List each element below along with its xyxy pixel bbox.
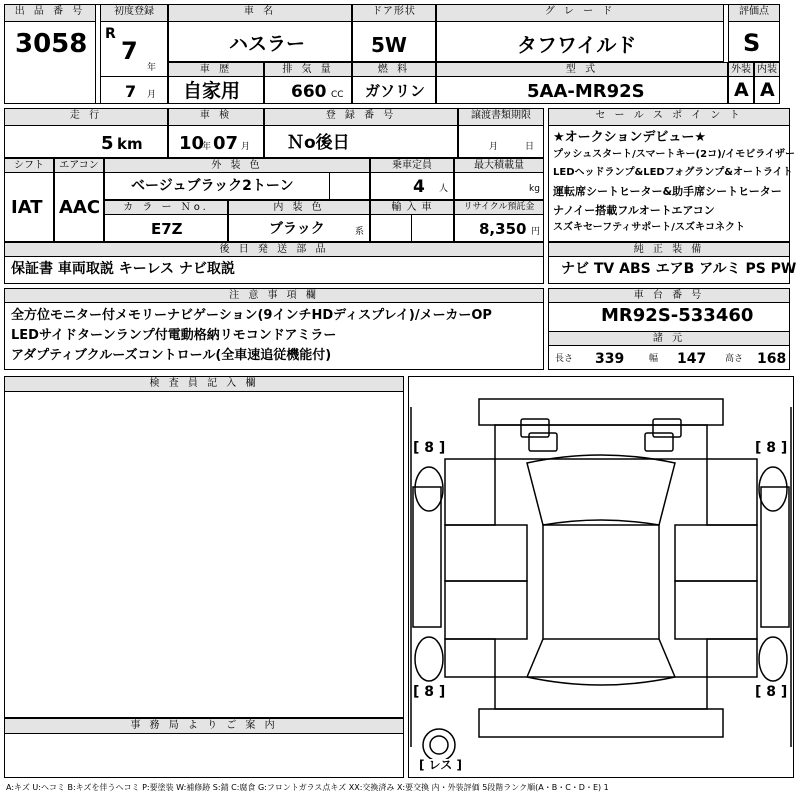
inspection-label: 車 検 [169, 109, 263, 126]
door-type: 5W [371, 33, 407, 57]
reg-no-label: 登 録 番 号 [265, 109, 457, 126]
office-label: 事 務 局 よ り ご 案 内 [5, 719, 403, 734]
first-reg-month: 7 [125, 82, 137, 101]
import-label: 輸 入 車 [371, 201, 453, 215]
car-name-box [168, 4, 352, 62]
score: S [743, 29, 761, 57]
office-box [4, 718, 404, 778]
shift-box [4, 158, 54, 242]
score-box [728, 4, 780, 62]
history: 自家用 [183, 80, 241, 102]
aircon-box [54, 158, 104, 242]
sales-point-item: ★オークションデビュー★ [553, 130, 707, 145]
note-line: LEDサイドターンランプ付電動格納リモコンドアミラー [11, 328, 337, 343]
fuel-box [352, 62, 436, 104]
car-outline-diagram [409, 377, 793, 777]
grade: タフワイルド [517, 33, 637, 57]
chassis-box [548, 288, 790, 370]
shift-label: シフト [5, 159, 53, 173]
sales-point-item: LEDヘッドランプ&LEDフォグランプ&オートライト [553, 167, 793, 178]
sales-point-box [548, 108, 796, 242]
color-no: E7Z [151, 220, 183, 238]
history-label: 車 歴 [169, 63, 263, 77]
capacity-box [370, 158, 454, 200]
fuel-label: 燃 料 [353, 63, 435, 77]
sales-point-item: 運転席シートヒーター&助手席シートヒーター [553, 185, 782, 198]
recycle-label: リサイクル預託金 [455, 201, 543, 215]
car-name-label: 車 名 [169, 5, 351, 22]
lot-number: 3058 [15, 29, 88, 59]
grade-box [436, 4, 724, 62]
tire-depth-front-left: [ 8 ] [413, 440, 446, 456]
int-color-unit: 系 [355, 227, 365, 237]
note-line: 全方位モニター付メモリーナビゲーション(9インチHDディスプレイ)/メーカーOP [11, 308, 492, 323]
spec-length-label: 長さ [555, 354, 574, 364]
transfer-box [458, 108, 544, 158]
recycle-unit: 円 [531, 227, 541, 237]
spec-width-label: 幅 [649, 354, 659, 364]
exterior-label: 外装 [731, 64, 751, 75]
import-box [370, 200, 454, 242]
transfer-month-unit: 月 [489, 142, 499, 152]
color-no-label: カ ラ ー Ｎo. [105, 201, 227, 215]
mileage: 5 [101, 133, 114, 154]
inspection-year: 10 [179, 133, 205, 154]
grade-label: グ レ ー ド [437, 5, 723, 22]
sales-point-item: プッシュスタート/スマートキー(2コ)/イモビライザー [553, 149, 796, 160]
inspection-box [168, 108, 264, 158]
legend: A:キズ U:ヘコミ B:キズを伴うヘコミ P:要塗装 W:補修跡 S:錆 C:腐食 G:フロントガラス点キズ XX:交換済み X:要交換 内・外装評価 5段階ランク順(A・B・C・D・E) 1 [6, 783, 609, 792]
spec-height: 168 [757, 351, 787, 367]
notes-box [4, 288, 544, 370]
first-reg-box [100, 4, 168, 104]
inspection-year-unit: 年 [202, 142, 212, 152]
note-line: アダプティブクルーズコントロール(全車速追従機能付) [11, 348, 332, 363]
inspection-month: 07 [213, 133, 239, 154]
ext-color: ベージュブラック2トーン [131, 178, 294, 194]
notes-label: 注 意 事 項 欄 [5, 289, 543, 303]
inspector-box [4, 376, 404, 718]
aircon-label: エアコン [55, 159, 103, 173]
ext-color-label: 外 装 色 [105, 159, 369, 173]
int-color-box [228, 200, 370, 242]
door-label: ドア形状 [353, 5, 435, 22]
interior-score-box [754, 62, 780, 104]
model-label: 型 式 [437, 63, 727, 77]
capacity-label: 乗車定員 [371, 159, 453, 173]
model-box [436, 62, 728, 104]
sales-point-item: スズキセーフティサポート/スズキコネクト [553, 222, 745, 233]
fuel: ガソリン [365, 82, 426, 100]
first-reg-label: 初度登録 [101, 5, 167, 22]
max-load-box [454, 158, 544, 200]
mileage-box [4, 108, 168, 158]
first-reg-month-unit: 月 [147, 90, 157, 100]
std-equipment: ナビ TV ABS エアB アルミ PS PW [561, 261, 797, 277]
spare-tire-status: [ レス ] [419, 758, 462, 772]
displacement: 660 [291, 82, 327, 102]
exterior-score-box [728, 62, 754, 104]
sales-point-label: セ ー ル ス ポ イ ン ト [549, 109, 789, 126]
chassis-label: 車 台 番 号 [549, 289, 789, 303]
reg-no: Ｎo後日 [287, 133, 350, 153]
tire-depth-rear-right: [ 8 ] [755, 684, 788, 700]
history-box [168, 62, 264, 104]
lot-number-label: 出 品 番 号 [5, 5, 95, 22]
sales-point-item: ナノイー搭載フルオートエアコン [553, 204, 715, 217]
transfer-label: 譲渡書類期限 [459, 109, 543, 126]
displacement-box [264, 62, 352, 104]
displacement-unit: CC [331, 90, 344, 100]
max-load-label: 最大積載量 [455, 159, 543, 173]
interior-score: A [760, 79, 775, 101]
spec-height-label: 高さ [725, 354, 744, 364]
first-reg-era: R [105, 26, 116, 42]
mileage-label: 走 行 [5, 109, 167, 126]
lot-number-box [4, 4, 96, 104]
shift: IAT [11, 197, 43, 218]
int-color-label: 内 装 色 [229, 201, 369, 215]
capacity-unit: 人 [439, 184, 449, 194]
std-equipment-box [548, 242, 797, 284]
car-name: ハスラー [229, 33, 306, 55]
tire-depth-rear-left: [ 8 ] [413, 684, 446, 700]
inspector-label: 検 査 員 記 入 欄 [5, 377, 403, 392]
door-box [352, 4, 436, 62]
reg-no-box [264, 108, 458, 158]
chassis-number: MR92S-533460 [601, 305, 754, 326]
specs-label: 諸 元 [549, 331, 789, 346]
inspection-month-unit: 月 [241, 142, 251, 152]
interior-label: 内装 [757, 64, 777, 75]
recycle-fee: 8,350 [479, 220, 527, 238]
model: 5AA-MR92S [527, 81, 645, 102]
later-parts: 保証書 車両取説 キーレス ナビ取説 [11, 261, 235, 277]
score-label: 評価点 [729, 5, 779, 22]
later-parts-label: 後 日 発 送 部 品 [5, 243, 543, 257]
int-color: ブラック [269, 221, 325, 237]
ext-color-box [104, 158, 370, 200]
mileage-unit: km [117, 135, 143, 153]
first-reg-year-unit: 年 [147, 63, 157, 73]
transfer-day-unit: 日 [525, 142, 535, 152]
spec-length: 339 [595, 351, 625, 367]
capacity: 4 [413, 177, 425, 197]
first-reg-year: 7 [121, 37, 138, 65]
aircon: AAC [59, 197, 101, 218]
std-equipment-label: 純 正 装 備 [549, 243, 789, 257]
tire-depth-front-right: [ 8 ] [755, 440, 788, 456]
spec-width: 147 [677, 351, 707, 367]
exterior-score: A [734, 79, 749, 101]
displacement-label: 排 気 量 [265, 63, 351, 77]
recycle-box [454, 200, 544, 242]
max-load-unit: kg [529, 184, 540, 194]
later-parts-box [4, 242, 544, 284]
color-no-box [104, 200, 228, 242]
damage-diagram [408, 376, 794, 778]
